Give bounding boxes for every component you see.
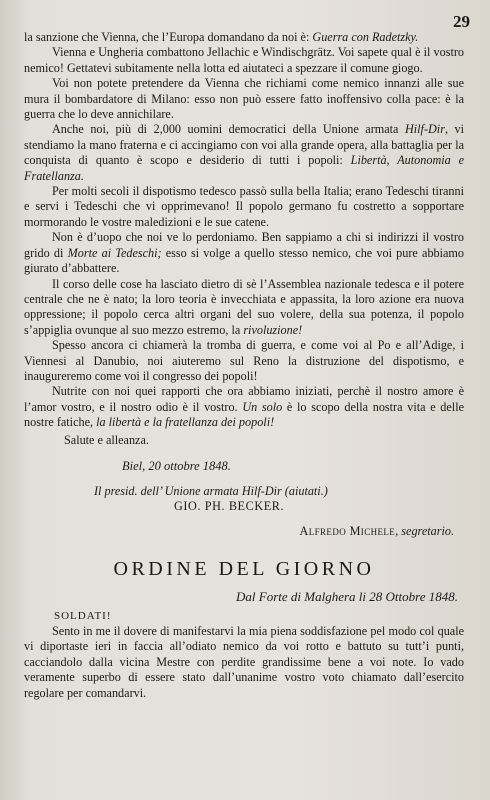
paragraph-8: Spesso ancora ci chiamerà la tromba di guerra, e come voi al Po e all’Adige, i Viennesi al Danubio, noi aiuteremo sul Reno la distruzione del dispotismo, e inaugureremo come voi il congresso dei popoli! — [24, 338, 464, 383]
text-run: la sanzione che Vienna, che l’Europa domandano da noi è: — [24, 30, 313, 44]
italic-run: Morte ai Tedeschi; — [67, 245, 162, 260]
letter-date: Biel, 20 ottobre 1848. — [122, 458, 231, 473]
page-number: 29 — [453, 12, 470, 31]
text-run: esso si volge a quello stesso nemico, che voi pure abbiamo giurato d’abbattere. — [24, 245, 464, 276]
text-run: Anche noi, più di 2,000 uomini democratici della Unione armata — [52, 122, 405, 137]
italic-run: Un solo — [242, 399, 283, 414]
president-line: Il presid. dell’ Unione armata Hilf-Dir (aiutati.) — [94, 483, 328, 498]
text-run: Il corso delle cose ha lasciato dietro di sè l’Assemblea nazionale tedesca e il potere centrale che ne è nato; la loro teoria è invecchiata e appassita, la loro azione era nuova oppressione; il popolo cerca altri organi del suo volere, della sua potenza, il popolo s’appiglia ovunque al suo mezzo estremo, la — [24, 276, 464, 337]
text-run: Non è d’uopo che noi ve lo perdoniamo. Ben sappiamo a chi si indirizzi il vostro grido di — [24, 230, 464, 260]
order-date: Dal Forte di Malghera li 28 Ottobre 1848. — [236, 588, 458, 604]
italic-run: Guerra con Radetzky. — [312, 30, 419, 44]
section-heading: ORDINE DEL GIORNO — [113, 557, 375, 580]
secretary-line — [24, 524, 464, 539]
text-run: è lo scopo della nostra vita e delle nostre fatiche, — [24, 399, 464, 430]
president-name: GIO. PH. BECKER. — [174, 498, 285, 513]
salutation-soldati: SOLDATI! — [54, 609, 112, 622]
paragraph-5: Per molti secoli il dispotismo tedesco passò sulla bella Italia; erano Tedeschi tiranni e servi i Tedeschi che vi opprimevano! Il popolo germano fu costretto a sopportare mormorando le vostre maledizioni e le sue catene. — [24, 184, 464, 229]
page-body — [24, 30, 464, 701]
paragraph-3: Voi non potete pretendere da Vienna che richiami come nemico innanzi alle sue mura il bombardatore di Milano: esso non può essere fatto inoffensivo colla pace: è la guerra che lo deve annichilare. — [24, 76, 464, 122]
italic-run: rivoluzione! — [243, 322, 303, 337]
paragraph-1 — [24, 30, 464, 45]
secretary-name: Alfredo Michele — [299, 523, 396, 538]
secretary-title: , segretario. — [395, 523, 454, 538]
paragraph-7 — [24, 277, 464, 339]
paragraph-10: Sento in me il dovere di manifestarvi la mia piena soddisfazione pel modo col quale vi diportaste ieri in faccia all’odiato nemico da voi rotto e battuto su tutt’i punti, cacciandolo dalla vicina Mestre con perdite grandissime bene a voi note. Io vado veramente superbo di essere stato dall’unanime vostro voto chiamato dall’esercito regolare per comandarvi. — [24, 623, 464, 700]
text-run: , vi stendiamo la mano fraterna e ci accingiamo con voi alla grande opera, alla battaglia per la conquista di quanto è scopo e desiderio di tutti i popoli: — [24, 122, 464, 168]
salutation: Salute e alleanza. — [64, 432, 149, 447]
italic-run: la libertà e la fratellanza dei popoli! — [96, 415, 275, 430]
paragraph-4 — [24, 122, 464, 184]
text-run: Nutrite con noi quei rapporti che ora abbiamo iniziati, perchè il nostro amore è l’amor vostro, e il nostro odio è il vostro. — [24, 384, 464, 414]
paragraph-6 — [24, 230, 464, 276]
paragraph-9 — [24, 384, 464, 430]
italic-run: Hilf-Dir — [404, 122, 445, 137]
italic-run: Libertà, Autonomia e Fratellanza. — [24, 153, 464, 183]
paragraph-2: Vienna e Ungheria combattono Jellachic e Windischgrätz. Voi sapete qual è il vostro nemico! Gettatevi subitamente nella lotta ed aiutateci a spezzare il comune giogo. — [24, 45, 464, 75]
